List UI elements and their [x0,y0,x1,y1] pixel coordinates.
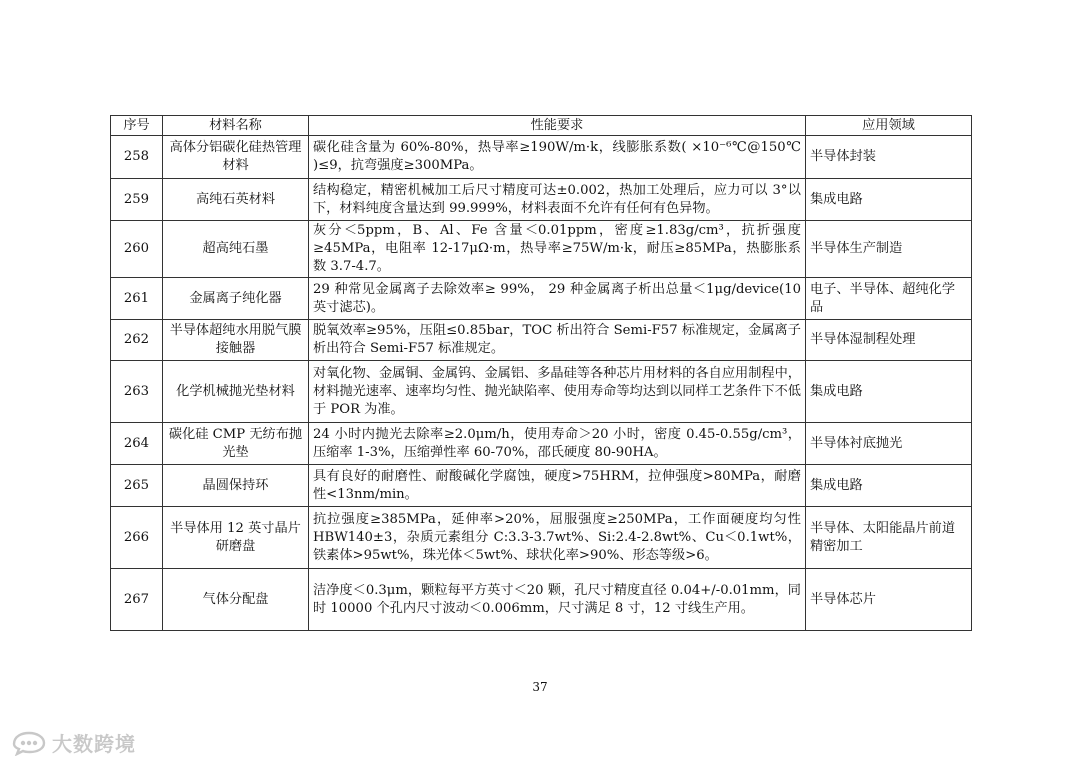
row-name: 晶圆保持环 [163,465,309,507]
row-app: 半导体芯片 [806,569,972,631]
chat-bubble-logo-icon [10,730,48,756]
row-no: 264 [111,423,163,465]
table-row [111,423,972,465]
row-perf: 灰分＜5ppm，B、Al、Fe 含量＜0.01ppm，密度≥1.83g/cm³，抗折强度≥45MPa，电阻率 12-17μΩ·m，热导率≥75W/m·k，耐压≥85MPa，热膨胀系数 3.7-4.7。 [309,221,806,278]
table-row [111,361,972,423]
row-perf: 24 小时内抛光去除率≥2.0μm/h，使用寿命＞20 小时，密度 0.45-0.55g/cm³，压缩率 1-3%，压缩弹性率 60-70%，邵氏硬度 80-90HA。 [309,423,806,465]
row-perf: 结构稳定，精密机械加工后尺寸精度可达±0.002，热加工处理后，应力可以 3°以下，材料纯度含量达到 99.999%，材料表面不允许有任何有色异物。 [309,179,806,221]
row-no: 258 [111,136,163,179]
watermark [10,728,136,757]
row-perf: 脱氧效率≥95%，压阻≤0.85bar，TOC 析出符合 Semi-F57 标准规定，金属离子析出符合 Semi-F57 标准规定。 [309,320,806,361]
header-no: 序号 [111,116,163,136]
row-no: 262 [111,320,163,361]
table-row [111,507,972,569]
table-row [111,569,972,631]
table-row [111,320,972,361]
row-perf: 对氧化物、金属铜、金属钨、金属铝、多晶硅等各种芯片用材料的各自应用制程中，材料抛光速率、速率均匀性、抛光缺陷率、使用寿命等均达到以同样工艺条件下不低于 POR 为准。 [309,361,806,423]
table-row [111,465,972,507]
row-no: 261 [111,278,163,320]
row-app: 电子、半导体、超纯化学品 [806,278,972,320]
row-perf: 碳化硅含量为 60%-80%，热导率≥190W/m·k，线膨胀系数( ×10⁻⁶℃@150℃ )≤9，抗弯强度≥300MPa。 [309,136,806,179]
row-app: 半导体生产制造 [806,221,972,278]
row-no: 267 [111,569,163,631]
row-perf: 抗拉强度≥385MPa，延伸率>20%，屈服强度≥250MPa，工作面硬度均匀性HBW140±3，杂质元素组分 C:3.3-3.7wt%、Si:2.4-2.8wt%、Cu＜0.1wt%，铁素体>95wt%，珠光体＜5wt%、球状化率>90%、形态等级>6。 [309,507,806,569]
row-no: 265 [111,465,163,507]
header-name: 材料名称 [163,116,309,136]
row-perf: 具有良好的耐磨性、耐酸碱化学腐蚀，硬度>75HRM，拉伸强度>80MPa，耐磨性<13nm/min。 [309,465,806,507]
row-app: 半导体、太阳能晶片前道精密加工 [806,507,972,569]
row-name: 气体分配盘 [163,569,309,631]
row-no: 263 [111,361,163,423]
row-perf: 29 种常见金属离子去除效率≥ 99%， 29 种金属离子析出总量＜1μg/device(10 英寸滤芯)。 [309,278,806,320]
row-app: 半导体衬底抛光 [806,423,972,465]
table-header-row [111,116,972,136]
row-name: 化学机械抛光垫材料 [163,361,309,423]
row-name: 超高纯石墨 [163,221,309,278]
watermark-text: 大数跨境 [52,732,136,756]
table-row [111,278,972,320]
row-app: 半导体封装 [806,136,972,179]
header-app: 应用领域 [806,116,972,136]
row-app: 集成电路 [806,361,972,423]
row-no: 260 [111,221,163,278]
row-name: 高体分铝碳化硅热管理材料 [163,136,309,179]
spec-table [110,115,972,631]
page-number: 37 [532,680,548,694]
table-row [111,179,972,221]
table-row [111,136,972,179]
row-perf: 洁净度＜0.3μm，颗粒每平方英寸＜20 颗，孔尺寸精度直径 0.04+/-0.01mm，同时 10000 个孔内尺寸波动＜0.006mm，尺寸满足 8 寸，12 寸线生产用。 [309,569,806,631]
row-no: 266 [111,507,163,569]
row-name: 半导体用 12 英寸晶片研磨盘 [163,507,309,569]
row-app: 集成电路 [806,465,972,507]
row-no: 259 [111,179,163,221]
header-perf: 性能要求 [309,116,806,136]
row-name: 高纯石英材料 [163,179,309,221]
row-name: 碳化硅 CMP 无纺布抛光垫 [163,423,309,465]
row-app: 集成电路 [806,179,972,221]
table-row [111,221,972,278]
row-name: 半导体超纯水用脱气膜接触器 [163,320,309,361]
row-name: 金属离子纯化器 [163,278,309,320]
row-app: 半导体湿制程处理 [806,320,972,361]
